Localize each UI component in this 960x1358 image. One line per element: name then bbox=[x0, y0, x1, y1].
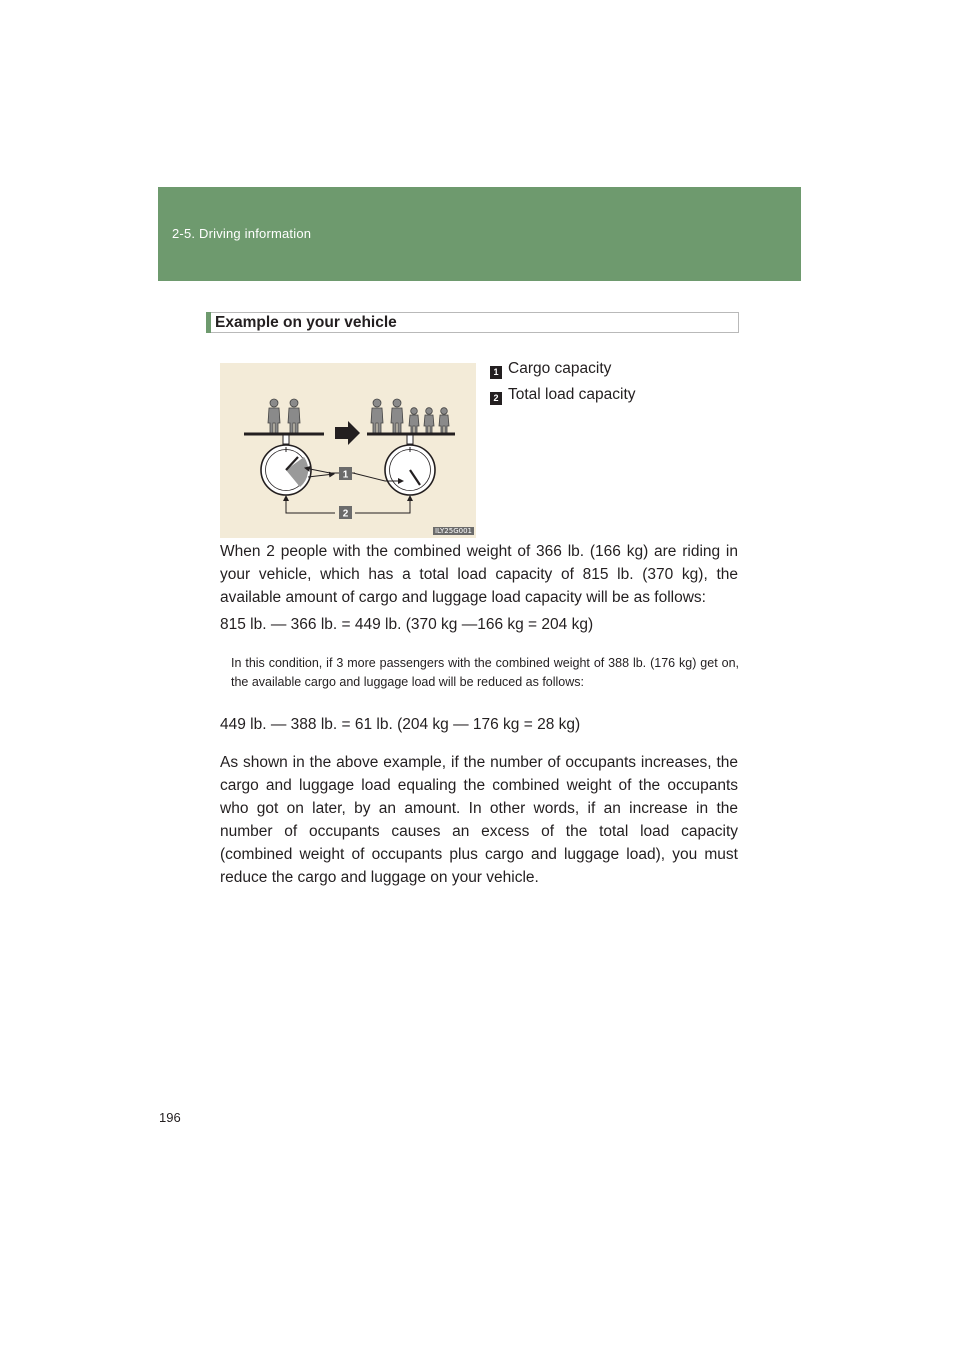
occupant-icon bbox=[371, 399, 383, 433]
arrow-right-icon bbox=[335, 421, 360, 445]
page-number: 196 bbox=[159, 1110, 181, 1125]
occupant-icon bbox=[424, 408, 434, 433]
occupant-icon bbox=[288, 399, 300, 433]
legend-label: Total load capacity bbox=[508, 386, 636, 403]
legend-number-box: 1 bbox=[490, 366, 502, 379]
calculation-line: 815 lb. — 366 lb. = 449 lb. (370 kg —166 kg = 204 kg) bbox=[220, 616, 594, 633]
subheading-accent-bar bbox=[206, 312, 211, 333]
occupant-icon bbox=[391, 399, 403, 433]
body-paragraph: As shown in the above example, if the number of occupants increases, the cargo and luggage load equaling the combined weight of the occupants who got on later, by an amount. In other words, if an increase in the number of occupants causes an excess of the total load capacity (combined weight of occupants plus cargo and luggage load), you must reduce the cargo and luggage on your vehicle. bbox=[220, 754, 738, 886]
load-capacity-figure bbox=[220, 363, 476, 538]
figure-code: ILY25G001 bbox=[434, 527, 472, 535]
callout-number: 2 bbox=[342, 508, 349, 520]
scale-gauge-after bbox=[385, 445, 435, 495]
subheading-box bbox=[206, 312, 739, 333]
load-capacity-illustration bbox=[220, 363, 476, 538]
note-paragraph: In this condition, if 3 more passengers with the combined weight of 388 lb. (176 kg) get on, the available cargo and luggage load will be reduced as follows: bbox=[231, 656, 739, 689]
legend-number-box: 2 bbox=[490, 392, 502, 405]
body-paragraph: When 2 people with the combined weight of 366 lb. (166 kg) are riding in your vehicle, which has a total load capacity of 815 lb. (370 kg), the available amount of cargo and luggage load capacity will be as follows: bbox=[220, 543, 738, 606]
scale-gauge-before bbox=[261, 445, 311, 495]
section-title: 2-5. Driving information bbox=[172, 226, 312, 241]
occupant-icon bbox=[439, 408, 449, 433]
legend-label: Cargo capacity bbox=[508, 360, 612, 377]
callout-number: 1 bbox=[342, 469, 349, 481]
occupant-icon bbox=[409, 408, 419, 433]
calculation-line: 449 lb. — 388 lb. = 61 lb. (204 kg — 176 kg = 28 kg) bbox=[220, 716, 581, 733]
subheading-text: Example on your vehicle bbox=[215, 314, 397, 331]
occupant-icon bbox=[268, 399, 280, 433]
